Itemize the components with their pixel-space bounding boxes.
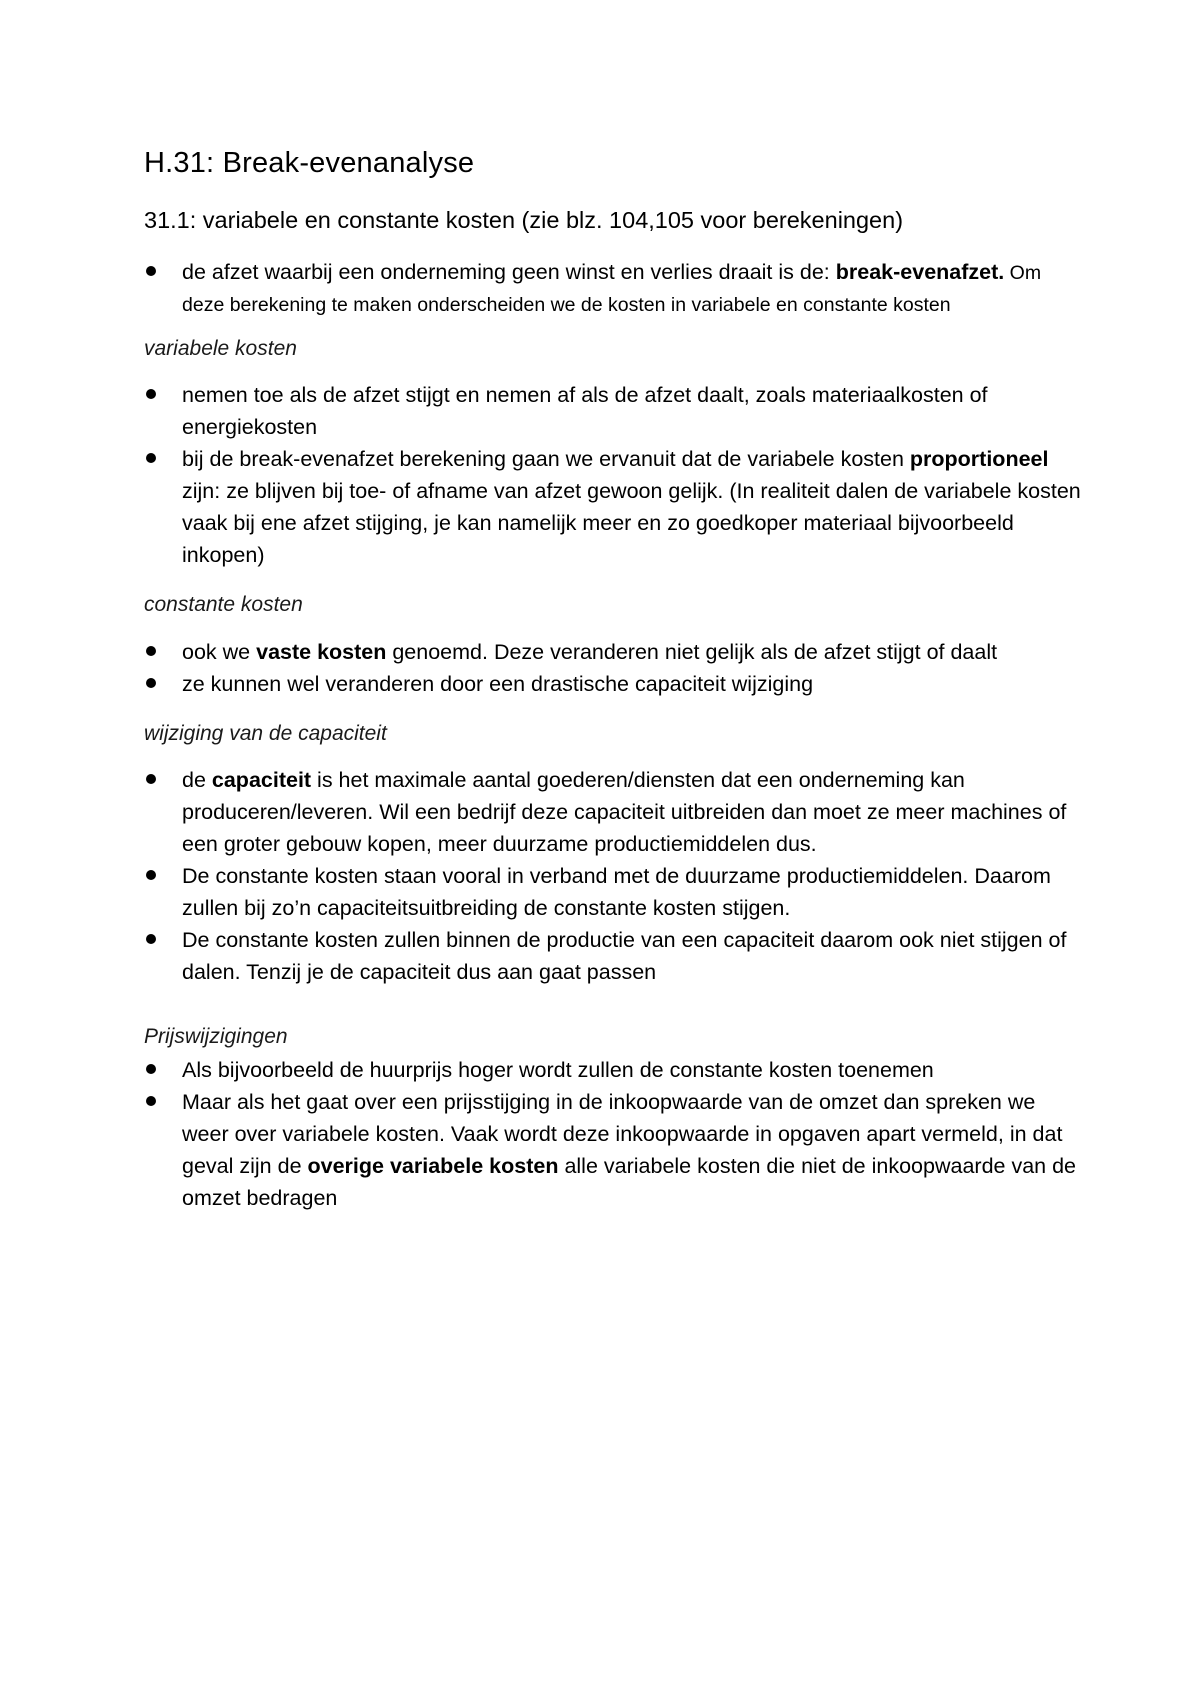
bullet-icon: [146, 870, 156, 880]
page-title: H.31: Break-evenanalyse: [144, 147, 475, 179]
list-item: Maar als het gaat over een prijsstijging in de inkoopwaarde van de omzet dan spreken we weer over variabele kosten. Vaak wordt deze inkoopwaarde in opgaven apart vermeld, in dat geval zijn de overige variabele kosten alle variabele kosten die niet de inkoopwaarde van de omzet bedragen: [144, 1086, 1084, 1214]
variabele-list: [144, 379, 1084, 571]
list-item: nemen toe als de afzet stijgt en nemen af als de afzet daalt, zoals materiaalkosten of energiekosten: [144, 379, 1084, 443]
subheading-capaciteit: wijziging van de capaciteit: [144, 722, 387, 745]
list-item: De constante kosten staan vooral in verband met de duurzame productiemiddelen. Daarom zullen bij zo’n capaciteitsuitbreiding de constante kosten stijgen.: [144, 860, 1084, 924]
bullet-icon: [146, 774, 156, 784]
list-item: bij de break-evenafzet berekening gaan we ervanuit dat de variabele kosten proportioneel zijn: ze blijven bij toe- of afname van afzet gewoon gelijk. (In realiteit dalen de variabele kosten vaak bij ene afzet stijging, je kan namelijk meer en zo goedkoper materiaal bijvoorbeeld inkopen): [144, 443, 1084, 571]
list-item: De constante kosten zullen binnen de productie van een capaciteit daarom ook niet stijgen of dalen. Tenzij je de capaciteit dus aan gaat passen: [144, 924, 1084, 988]
section-heading: 31.1: variabele en constante kosten (zie blz. 104,105 voor berekeningen): [144, 207, 904, 233]
bullet-icon: [146, 646, 156, 656]
bullet-icon: [146, 389, 156, 399]
bullet-icon: [146, 1064, 156, 1074]
prijs-list: [144, 1054, 1084, 1214]
bullet-icon: [146, 453, 156, 463]
subheading-constante: constante kosten: [144, 593, 303, 616]
bullet-icon: [146, 678, 156, 688]
bullet-icon: [146, 1096, 156, 1106]
subheading-variabele: variabele kosten: [144, 337, 297, 360]
list-item: ze kunnen wel veranderen door een drastische capaciteit wijziging: [144, 668, 1084, 700]
intro-list: [144, 256, 1084, 320]
list-item: ook we vaste kosten genoemd. Deze veranderen niet gelijk als de afzet stijgt of daalt: [144, 636, 1084, 668]
constante-list: [144, 636, 1084, 700]
list-item: Als bijvoorbeeld de huurprijs hoger wordt zullen de constante kosten toenemen: [144, 1054, 1084, 1086]
list-item: de capaciteit is het maximale aantal goederen/diensten dat een onderneming kan produceren/leveren. Wil een bedrijf deze capaciteit uitbreiden dan moet ze meer machines of een groter gebouw kopen, meer duurzame productiemiddelen dus.: [144, 764, 1084, 860]
list-item: de afzet waarbij een onderneming geen winst en verlies draait is de: break-evenafzet. Om deze berekening te maken onderscheiden we de kosten in variabele en constante kosten: [144, 256, 1084, 320]
capaciteit-list: [144, 764, 1084, 988]
bullet-icon: [146, 266, 156, 276]
subheading-prijswijzigingen: Prijswijzigingen: [144, 1025, 288, 1048]
bullet-icon: [146, 934, 156, 944]
